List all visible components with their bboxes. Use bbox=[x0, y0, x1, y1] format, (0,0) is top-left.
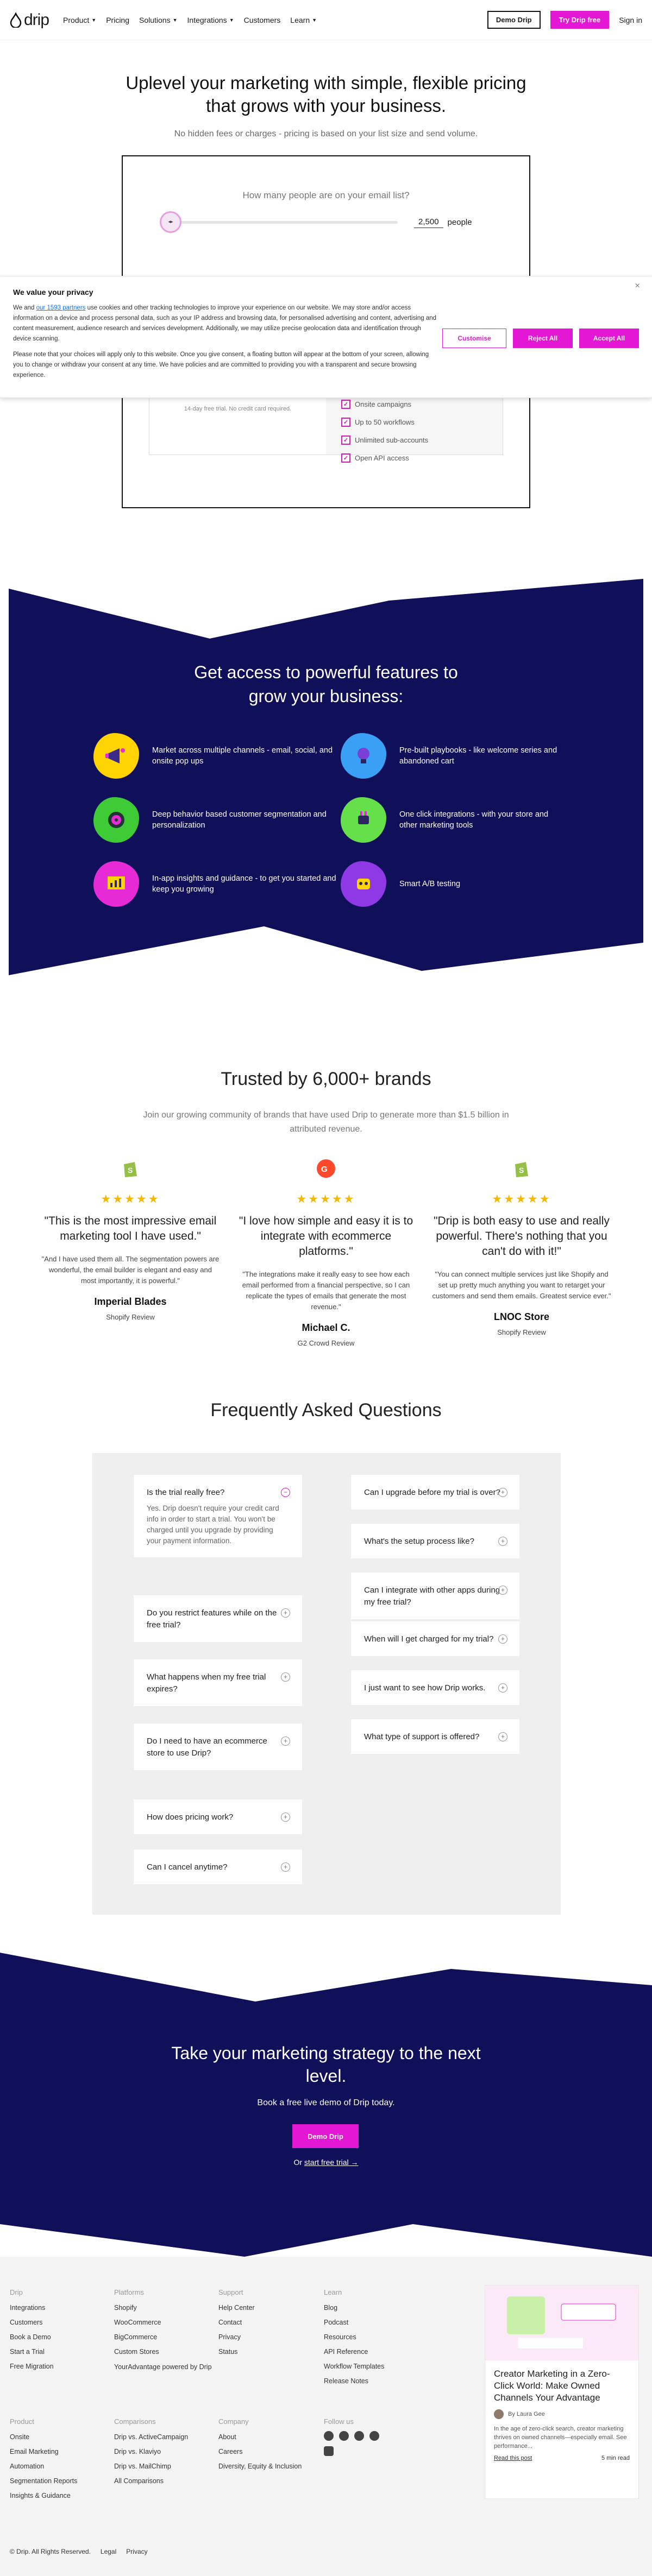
footer-link[interactable]: Book a Demo bbox=[10, 2333, 51, 2341]
cookie-title: We value your privacy bbox=[13, 288, 93, 296]
robot-icon bbox=[350, 871, 377, 897]
feature-item: Deep behavior based customer segmentation and personalization bbox=[93, 797, 341, 843]
people-unit: people bbox=[447, 217, 472, 227]
review-card bbox=[41, 1157, 220, 1321]
nav-integrations[interactable]: Integrations ▼ bbox=[187, 15, 234, 24]
footer-link[interactable]: Insights & Guidance bbox=[10, 2492, 71, 2499]
chevron-down-icon: ▼ bbox=[229, 17, 234, 23]
twitter-icon[interactable] bbox=[339, 2431, 349, 2441]
faq-item[interactable]: Can I upgrade before my trial is over? + bbox=[351, 1475, 519, 1510]
plan-feature: ✓ Open API access bbox=[341, 449, 487, 467]
shopify-icon bbox=[118, 1157, 142, 1180]
faq-item[interactable] bbox=[134, 1475, 302, 1557]
read-time: 5 min read bbox=[601, 2455, 630, 2461]
plan-feature: ✓ Up to 50 workflows bbox=[341, 413, 487, 431]
reviewer-name: LNOC Store bbox=[493, 1311, 549, 1322]
plus-icon[interactable]: + bbox=[281, 1737, 290, 1746]
footer-col-learn: Learn Blog Podcast Resources API Reference Workflow Templates Release Notes bbox=[324, 2285, 384, 2389]
footer-link[interactable]: Start a Trial bbox=[10, 2348, 45, 2356]
footer-link[interactable]: Email Marketing bbox=[10, 2448, 59, 2455]
faq-section bbox=[92, 1453, 561, 1915]
footer-link[interactable]: Status bbox=[218, 2348, 238, 2356]
plus-icon[interactable]: + bbox=[281, 1813, 290, 1822]
footer-link[interactable]: Segmentation Reports bbox=[10, 2477, 78, 2485]
check-icon: ✓ bbox=[341, 435, 350, 445]
plus-icon[interactable]: + bbox=[498, 1488, 507, 1497]
chevron-down-icon: ▼ bbox=[172, 17, 178, 23]
blog-card-title[interactable]: Creator Marketing in a Zero-Click World: Make Owned Channels Your Advantage bbox=[494, 2369, 610, 2403]
footer-link[interactable]: Onsite bbox=[10, 2433, 30, 2441]
faq-item[interactable]: Can I cancel anytime? + bbox=[134, 1849, 302, 1884]
footer-link[interactable]: Automation bbox=[10, 2463, 45, 2470]
footer-link[interactable]: Free Migration bbox=[10, 2363, 54, 2370]
footer-link[interactable]: Custom Stores bbox=[114, 2348, 159, 2356]
svg-text:S: S bbox=[519, 1166, 524, 1175]
faq-item[interactable]: When will I get charged for my trial? + bbox=[351, 1621, 519, 1656]
faq-question: Is the trial really free? bbox=[147, 1488, 225, 1497]
plug-icon bbox=[350, 807, 377, 833]
footer-link[interactable]: Careers bbox=[218, 2448, 243, 2455]
cta-demo-button[interactable]: Demo Drip bbox=[292, 2124, 359, 2148]
avatar bbox=[494, 2409, 504, 2419]
hero-title: Uplevel your marketing with simple, flexible pricing that grows with your business. bbox=[126, 73, 526, 116]
review-body: "You can connect multiple services just like Shopify and set up pretty much anything you want to retarget your customers and send them emails. Greatest service ever." bbox=[432, 1270, 611, 1300]
minus-icon[interactable]: − bbox=[281, 1488, 290, 1497]
blog-card-author: By Laura Gee bbox=[485, 2404, 638, 2419]
footer-link[interactable]: Integrations bbox=[10, 2304, 46, 2312]
drip-logo[interactable] bbox=[10, 11, 49, 29]
star-rating: ★★★★★ bbox=[101, 1193, 160, 1205]
plus-icon[interactable]: + bbox=[498, 1634, 507, 1644]
footer-link[interactable]: Privacy bbox=[218, 2333, 241, 2341]
faq-item[interactable]: What happens when my free trial expires? + bbox=[134, 1659, 302, 1706]
megaphone-icon bbox=[103, 743, 129, 769]
demo-drip-button[interactable]: Demo Drip bbox=[487, 11, 541, 29]
close-icon[interactable]: × bbox=[635, 281, 640, 291]
footer-link[interactable]: Contact bbox=[218, 2319, 242, 2326]
feature-item: One click integrations - with your store and other marketing tools bbox=[341, 797, 558, 843]
logo-text: drip bbox=[24, 10, 49, 29]
faq-item[interactable]: What's the setup process like? + bbox=[351, 1524, 519, 1558]
check-icon: ✓ bbox=[341, 418, 350, 427]
footer-link[interactable]: Customers bbox=[10, 2319, 43, 2326]
footer-col-drip: Drip Integrations Customers Book a Demo Start a Trial Free Migration bbox=[10, 2285, 54, 2374]
feature-item: In-app insights and guidance - to get you started and keep you growing bbox=[93, 861, 341, 907]
trusted-section bbox=[0, 1069, 652, 1137]
chevron-down-icon: ▼ bbox=[91, 17, 97, 23]
cookie-consent-banner bbox=[0, 276, 652, 398]
footer bbox=[0, 2257, 652, 2576]
feature-item: Market across multiple channels - email, social, and onsite pop ups bbox=[93, 733, 341, 779]
target-icon bbox=[103, 807, 129, 833]
footer-col-platforms: Platforms Shopify WooCommerce BigCommerce Custom Stores YourAdvantage powered by Drip bbox=[114, 2285, 212, 2373]
feature-item: Pre-built playbooks - like welcome series and abandoned cart bbox=[341, 733, 558, 779]
plus-icon[interactable]: + bbox=[281, 1862, 290, 1872]
plus-icon[interactable]: + bbox=[281, 1672, 290, 1682]
footer-col-follow: Follow us bbox=[324, 2414, 379, 2456]
footer-link[interactable]: All Comparisons bbox=[114, 2477, 164, 2485]
review-quote: "Drip is both easy to use and really powerful. There's nothing that you can't do with it!" bbox=[434, 1215, 610, 1258]
reject-all-button[interactable]: Reject All bbox=[513, 329, 573, 348]
nav-customers[interactable]: Customers bbox=[243, 15, 281, 24]
review-body: "The integrations make it really easy to see how each email performed from a financial perspective, so I can replicate the types of emails that generate the most revenue." bbox=[242, 1270, 410, 1311]
cookie-text: We and our 1593 partners use cookies and other tracking technologies to improve your experience on our website. We may store and/or access information on a device and process personal data, such as your IP address and browsing data, for personalised advertising and content, advertising and content measurement, audience research and services development. Additionally, we may utilize precise geolocation data and identification through device scanning. bbox=[13, 305, 437, 342]
legal-link[interactable]: Legal bbox=[100, 2548, 117, 2555]
hero-subtitle: No hidden fees or charges - pricing is based on your list size and send volume. bbox=[174, 129, 478, 138]
blog-card-excerpt: In the age of zero-click search, creator marketing thrives on owned channels—especially email. See performance... bbox=[494, 2426, 627, 2449]
try-drip-free-button[interactable]: Try Drip free bbox=[550, 11, 610, 29]
cta-title: Take your marketing strategy to the next level. bbox=[171, 2043, 481, 2086]
faq-title: Frequently Asked Questions bbox=[210, 1400, 442, 1420]
features-section bbox=[9, 579, 643, 975]
accept-all-button[interactable]: Accept All bbox=[579, 329, 639, 348]
footer-link[interactable]: BigCommerce bbox=[114, 2333, 158, 2341]
linkedin-icon[interactable] bbox=[369, 2431, 379, 2441]
start-trial-link[interactable]: start free trial → bbox=[304, 2158, 359, 2167]
review-source: Shopify Review bbox=[106, 1313, 155, 1321]
svg-text:G: G bbox=[321, 1165, 328, 1174]
slider-handle[interactable]: ◂▸ bbox=[160, 211, 181, 233]
cta-or-line: Or start free trial → bbox=[293, 2158, 359, 2167]
nav-product[interactable]: Product ▼ bbox=[63, 15, 97, 24]
footer-link[interactable]: Shopify bbox=[114, 2304, 137, 2312]
faq-item[interactable]: Can I integrate with other apps during my free trial? + bbox=[351, 1573, 519, 1619]
cta-section bbox=[0, 1953, 652, 2257]
trial-note: 14-day free trial. No credit card required. bbox=[184, 406, 292, 412]
feature-item: Smart A/B testing bbox=[341, 861, 558, 907]
footer-link[interactable]: Resources bbox=[324, 2333, 356, 2341]
review-body: "And I have used them all. The segmentation powers are wonderful, the email builder is elegant and easy and most importantly, it is powerful." bbox=[41, 1255, 220, 1285]
read-post-link[interactable]: Read this post bbox=[494, 2455, 532, 2461]
review-source: Shopify Review bbox=[497, 1328, 546, 1336]
review-quote: "This is the most impressive email marketing tool I have used." bbox=[44, 1215, 217, 1242]
faq-item[interactable]: I just want to see how Drip works. + bbox=[351, 1670, 519, 1705]
cta-subtitle: Book a free live demo of Drip today. bbox=[257, 2098, 395, 2107]
nav-solutions[interactable]: Solutions ▼ bbox=[139, 15, 178, 24]
partners-link[interactable]: our 1593 partners bbox=[36, 305, 86, 311]
review-card bbox=[432, 1157, 611, 1336]
faq-item[interactable]: What type of support is offered? + bbox=[351, 1719, 519, 1754]
chevron-down-icon: ▼ bbox=[312, 17, 317, 23]
faq-item[interactable]: Do you restrict features while on the free trial? + bbox=[134, 1595, 302, 1642]
footer-link[interactable]: Drip vs. ActiveCampaign bbox=[114, 2433, 189, 2441]
review-quote: "I love how simple and easy it is to integrate with ecommerce platforms." bbox=[239, 1215, 413, 1258]
star-rating: ★★★★★ bbox=[492, 1193, 551, 1205]
trusted-title: Trusted by 6,000+ brands bbox=[221, 1069, 431, 1089]
people-count-input[interactable]: 2,500 bbox=[414, 216, 443, 228]
lightbulb-icon bbox=[350, 743, 377, 769]
chart-icon bbox=[103, 871, 129, 897]
features-title: Get access to powerful features to grow your business: bbox=[194, 662, 458, 706]
footer-link[interactable]: Diversity, Equity & Inclusion bbox=[218, 2463, 302, 2470]
instagram-icon[interactable] bbox=[354, 2431, 364, 2441]
footer-col-comparisons: Comparisons Drip vs. ActiveCampaign Drip vs. Klaviyo Drip vs. MailChimp All Comparisons bbox=[114, 2414, 188, 2489]
svg-text:S: S bbox=[128, 1166, 133, 1175]
plus-icon[interactable]: + bbox=[498, 1586, 507, 1595]
customise-button[interactable]: Customise bbox=[442, 329, 506, 348]
footer-link[interactable]: YourAdvantage powered by Drip bbox=[114, 2363, 212, 2371]
footer-link[interactable]: API Reference bbox=[324, 2348, 368, 2356]
hero-section bbox=[0, 40, 652, 508]
cookie-text-2: Please note that your choices will apply only to this website. Once you give consent, a floating button will appear at the bottom of your screen, allowing you to change or withdraw your consent at any time. We have policies and are committed to providing you with a transparent and secure browsing experience. bbox=[13, 351, 429, 378]
check-icon: ✓ bbox=[341, 400, 350, 409]
check-icon: ✓ bbox=[341, 453, 350, 463]
nav-pricing[interactable]: Pricing bbox=[106, 15, 129, 24]
plan-feature: ✓ Onsite campaigns bbox=[341, 395, 487, 413]
footer-link[interactable]: About bbox=[218, 2433, 236, 2441]
footer-link[interactable]: Podcast bbox=[324, 2319, 349, 2326]
faq-item[interactable]: Do I need to have an ecommerce store to use Drip? + bbox=[134, 1723, 302, 1770]
drip-drop-icon bbox=[10, 12, 22, 28]
footer-bottom bbox=[10, 2548, 148, 2555]
footer-col-product: Product Onsite Email Marketing Automation Segmentation Reports Insights & Guidance bbox=[10, 2414, 77, 2503]
sign-in-link[interactable]: Sign in bbox=[619, 15, 642, 24]
plan-feature: ✓ Unlimited sub-accounts bbox=[341, 431, 487, 449]
faq-item[interactable]: How does pricing work? + bbox=[134, 1800, 302, 1834]
review-source: G2 Crowd Review bbox=[297, 1339, 355, 1347]
footer-link[interactable]: Release Notes bbox=[324, 2377, 368, 2385]
footer-link[interactable]: Drip vs. MailChimp bbox=[114, 2463, 171, 2470]
footer-link[interactable]: Help Center bbox=[218, 2304, 255, 2312]
g2-icon bbox=[314, 1157, 338, 1180]
nav-learn[interactable]: Learn ▼ bbox=[290, 15, 317, 24]
privacy-link[interactable]: Privacy bbox=[126, 2548, 148, 2555]
copyright: © Drip. All Rights Reserved. bbox=[10, 2548, 91, 2555]
footer-col-support: Support Help Center Contact Privacy Status bbox=[218, 2285, 255, 2359]
list-size-question: How many people are on your email list? bbox=[242, 190, 410, 200]
list-size-slider[interactable] bbox=[170, 221, 398, 224]
footer-link[interactable]: Workflow Templates bbox=[324, 2363, 385, 2370]
trusted-subtitle: Join our growing community of brands that have used Drip to generate more than $1.5 billion in attributed revenue. bbox=[143, 1110, 509, 1134]
review-card bbox=[236, 1157, 416, 1347]
faq-answer: Yes. Drip doesn't require your credit card info in order to start a trial. You won't be charged until you upgrade by providing your payment information. bbox=[147, 1504, 279, 1545]
star-rating: ★★★★★ bbox=[296, 1193, 356, 1205]
footer-link[interactable]: WooCommerce bbox=[114, 2319, 161, 2326]
footer-link[interactable]: Blog bbox=[324, 2304, 338, 2312]
facebook-icon[interactable] bbox=[324, 2431, 334, 2441]
top-nav bbox=[0, 0, 652, 40]
plus-icon[interactable]: + bbox=[498, 1732, 507, 1741]
plus-icon[interactable]: + bbox=[281, 1608, 290, 1618]
reviewer-name: Michael C. bbox=[302, 1322, 350, 1333]
blog-card[interactable] bbox=[485, 2285, 639, 2499]
plus-icon[interactable]: + bbox=[498, 1537, 507, 1546]
youtube-icon[interactable] bbox=[324, 2446, 334, 2456]
blog-card-image bbox=[485, 2285, 638, 2360]
shopify-icon bbox=[510, 1157, 534, 1180]
plus-icon[interactable]: + bbox=[498, 1683, 507, 1693]
reviewer-name: Imperial Blades bbox=[94, 1296, 167, 1307]
footer-col-company: Company About Careers Diversity, Equity & Inclusion bbox=[218, 2414, 302, 2474]
footer-link[interactable]: Drip vs. Klaviyo bbox=[114, 2448, 161, 2455]
